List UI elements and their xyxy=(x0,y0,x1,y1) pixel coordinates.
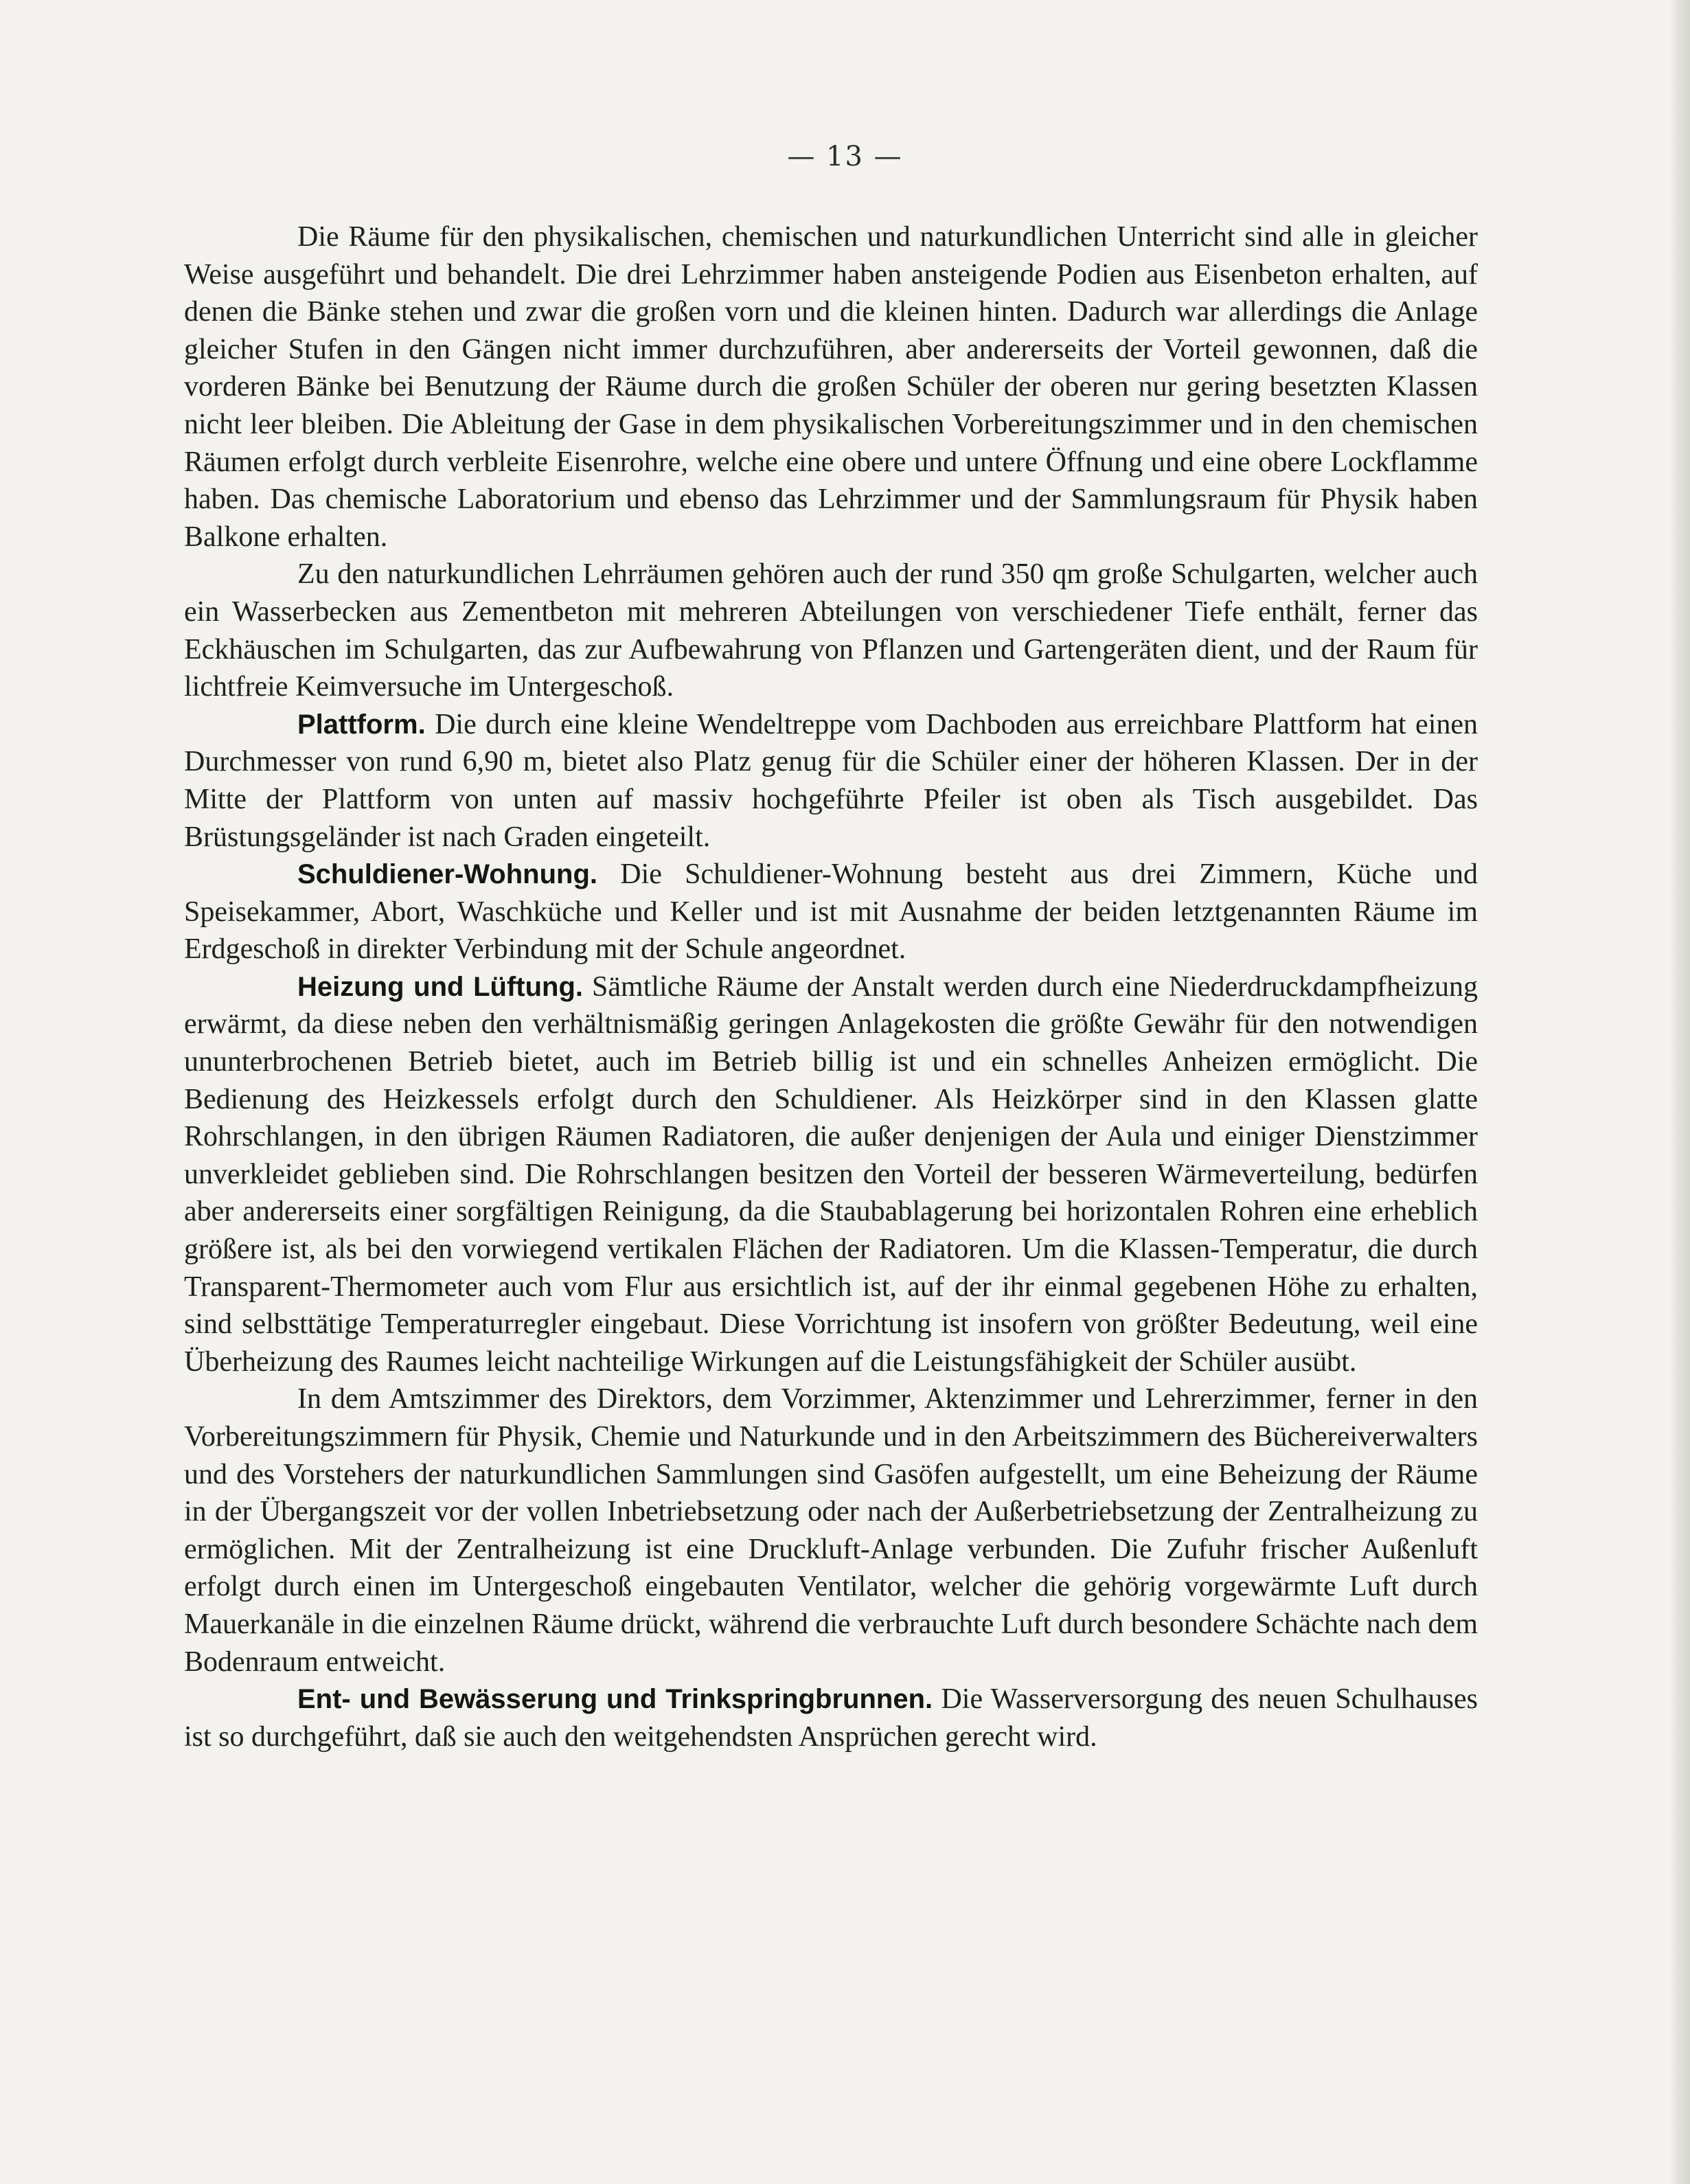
page-edge-shadow xyxy=(1669,0,1690,2184)
page-number: — 13 — xyxy=(787,141,903,172)
paragraph-physik-chemie xyxy=(184,218,1478,556)
paragraph-text: Sämtliche Räume der Anstalt werden durch eine Niederdruckdampfheizung erwärmt, da diese neben den verhältnismäßig geringen Anlagekosten die größte Gewähr für den notwendigen ununterbrochenen Betrieb bietet, auch im Betrieb billig ist und ein schnelles Anheizen ermöglicht. Die Bedienung des Heizkessels erfolgt durch den Schuldiener. Als Heizkörper sind in den Klassen glatte Rohrschlangen, in den übrigen Räumen Radiatoren, die außer denjenigen der Aula und einiger Dienstzimmer unverkleidet geblieben sind. Die Rohrschlangen besitzen den Vorteil der besseren Wärmeverteilung, bedürfen aber andererseits einer sorgfältigen Reinigung, da die Staubablagerung bei horizontalen Rohren eine erheblich größere ist, als bei den vorwiegend vertikalen Flächen der Radiatoren. Um die Klassen-Temperatur, die durch Transparent-Thermometer auch vom Flur aus ersichtlich ist, auf der ihr einmal gegebenen Höhe zu erhalten, sind selbsttätige Temperaturregler eingebaut. Diese Vorrichtung ist insofern von größter Bedeutung, weil eine Überheizung des Raumes leicht nachteilige Wirkungen auf die Leistungsfähigkeit der Schüler ausübt. xyxy=(184,970,1478,1378)
section-heading-heizung-lueftung: Heizung und Lüftung. xyxy=(297,971,584,1002)
paragraph-gasoefen xyxy=(184,1380,1478,1681)
paragraph-text: Die Schuldiener-Wohnung besteht aus drei Zimmern, Küche und Speisekammer, Abort, Waschküche und Keller und ist mit Ausnahme der beiden letztgenannten Räume im Erdgeschoß in direkter Verbindung mit der Schule angeordnet. xyxy=(184,858,1478,966)
paragraph-text: Zu den naturkundlichen Lehrräumen gehören auch der rund 350 qm große Schulgarten, welcher auch ein Wasserbecken aus Zementbeton mit mehreren Abteilungen von verschiedener Tiefe enthält, ferner das Eckhäuschen im Schulgarten, das zur Aufbewahrung von Pflanzen und Gartengeräten dient, und der Raum für lichtfreie Keimversuche im Untergeschoß. xyxy=(184,558,1478,703)
body-text xyxy=(184,218,1478,1755)
paragraph-text: Die Räume für den physikalischen, chemischen und naturkundlichen Unterricht sind alle in gleicher Weise ausgeführt und behandelt. Die drei Lehrzimmer haben ansteigende Podien aus Eisenbeton erhalten, auf denen die Bänke stehen und zwar die großen vorn und die kleinen hinten. Dadurch war allerdings die Anlage gleicher Stufen in den Gängen nicht immer durchzuführen, aber andererseits der Vorteil gewonnen, daß die vorderen Bänke bei Benutzung der Räume durch die großen Schüler der oberen nur gering besetzten Klassen nicht leer bleiben. Die Ableitung der Gase in dem physikalischen Vorbereitungszimmer und in den chemischen Räumen erfolgt durch verbleite Eisenrohre, welche eine obere und untere Öffnung und eine obere Lockflamme haben. Das chemische Laboratorium und ebenso das Lehrzimmer und der Sammlungsraum für Physik haben Balkone erhalten. xyxy=(184,221,1478,553)
section-heading-wasserversorgung: Ent- und Bewässerung und Trinkspringbrunnen. xyxy=(297,1684,933,1715)
paragraph-schuldiener-wohnung xyxy=(184,856,1478,968)
section-heading-schuldiener-wohnung: Schuldiener-Wohnung. xyxy=(297,859,598,890)
paragraph-text: Die durch eine kleine Wendeltreppe vom Dachboden aus erreichbare Plattform hat einen Durchmesser von rund 6,90 m, bietet also Platz genug für die Schüler einer der höheren Klassen. Der in der Mitte der Plattform von unten auf massiv hochgeführte Pfeiler ist oben als Tisch ausgebildet. Das Brüstungsgeländer ist nach Graden eingeteilt. xyxy=(184,708,1478,853)
paragraph-wasserversorgung xyxy=(184,1681,1478,1755)
paragraph-text: Die Wasserversorgung des neuen Schulhauses ist so durchgeführt, daß sie auch den weitgehendsten Ansprüchen gerecht wird. xyxy=(184,1683,1478,1753)
paragraph-text: In dem Amtszimmer des Direktors, dem Vorzimmer, Aktenzimmer und Lehrerzimmer, ferner in den Vorbereitungszimmern für Physik, Chemie und Naturkunde und in den Arbeitszimmern des Büchereiverwalters und des Vorstehers der naturkundlichen Sammlungen sind Gasöfen aufgestellt, um eine Beheizung der Räume in der Übergangszeit vor der vollen Inbetriebsetzung oder nach der Außerbetriebsetzung der Zentralheizung zu ermöglichen. Mit der Zentralheizung ist eine Druckluft-Anlage verbunden. Die Zufuhr frischer Außenluft erfolgt durch einen im Untergeschoß eingebauten Ventilator, welcher die gehörig vorgewärmte Luft durch Mauerkanäle in die einzelnen Räume drückt, während die verbrauchte Luft durch besondere Schächte nach dem Bodenraum entweicht. xyxy=(184,1383,1478,1678)
paragraph-schulgarten xyxy=(184,556,1478,705)
section-heading-plattform: Plattform. xyxy=(297,709,426,740)
paragraph-heizung-lueftung xyxy=(184,968,1478,1381)
paragraph-plattform xyxy=(184,706,1478,856)
